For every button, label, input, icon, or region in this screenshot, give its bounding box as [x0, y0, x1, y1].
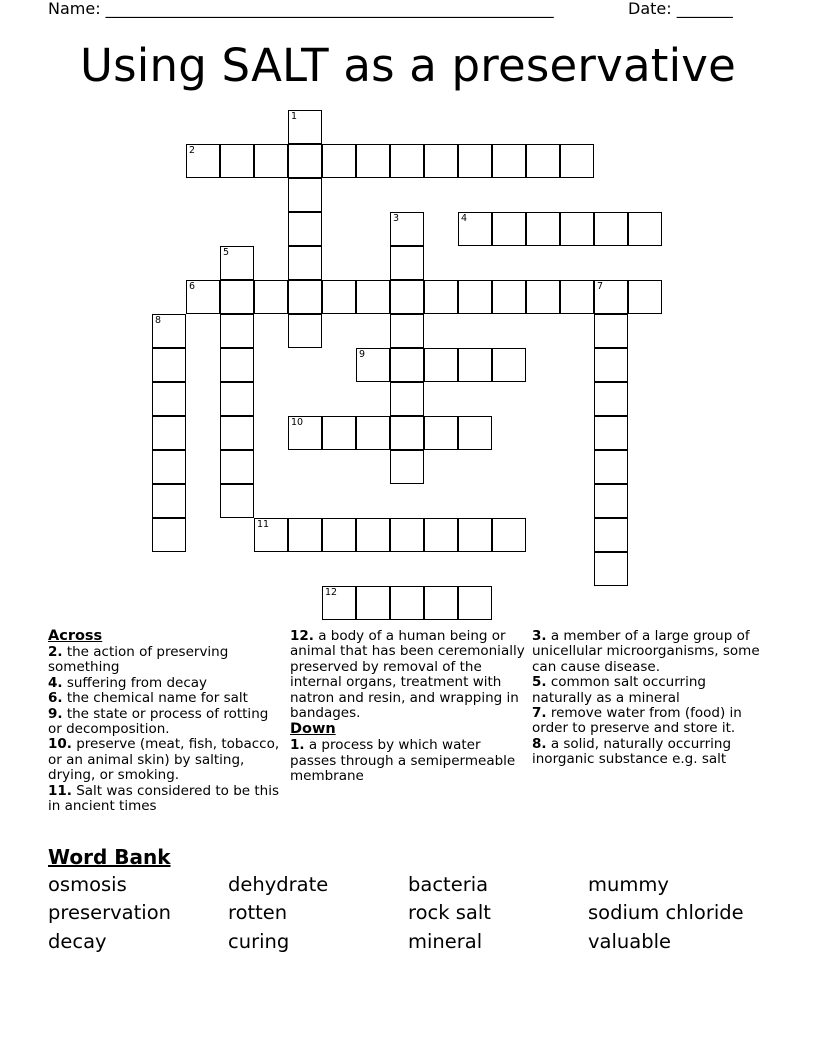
word-bank-word: valuable	[588, 930, 672, 953]
crossword-cell[interactable]	[322, 416, 356, 450]
crossword-cell[interactable]	[594, 416, 628, 450]
crossword-cell[interactable]	[390, 212, 424, 246]
crossword-cell[interactable]	[220, 144, 254, 178]
clues-column-3	[532, 628, 768, 768]
clue-number: 9	[359, 349, 366, 360]
crossword-cell[interactable]	[492, 280, 526, 314]
crossword-cell[interactable]	[220, 450, 254, 484]
crossword-cell[interactable]	[594, 280, 628, 314]
clue-across-6: 6. the chemical name for salt	[48, 690, 248, 707]
crossword-cell[interactable]	[594, 348, 628, 382]
crossword-cell[interactable]	[458, 212, 492, 246]
crossword-cell[interactable]	[356, 144, 390, 178]
crossword-cell[interactable]	[322, 518, 356, 552]
crossword-cell[interactable]	[526, 212, 560, 246]
crossword-cell[interactable]	[458, 348, 492, 382]
crossword-cell[interactable]	[458, 518, 492, 552]
crossword-cell[interactable]	[594, 484, 628, 518]
crossword-cell[interactable]	[254, 144, 288, 178]
crossword-cell[interactable]	[390, 348, 424, 382]
clue-down-5: 5. common salt occurring naturally as a mineral	[532, 674, 706, 706]
crossword-cell[interactable]	[220, 382, 254, 416]
clue-number: 1	[291, 111, 298, 122]
clue-number: 7	[597, 281, 604, 292]
down-heading: Down	[290, 721, 336, 738]
crossword-cell[interactable]	[628, 280, 662, 314]
word-bank-word: preservation	[48, 901, 171, 924]
word-bank-word: decay	[48, 930, 107, 953]
word-bank-word: rock salt	[408, 901, 491, 924]
crossword-cell[interactable]	[220, 314, 254, 348]
clue-number: 12	[325, 587, 338, 598]
crossword-cell[interactable]	[594, 382, 628, 416]
crossword-cell[interactable]	[390, 144, 424, 178]
clue-number: 8	[155, 315, 162, 326]
crossword-cell[interactable]	[492, 348, 526, 382]
crossword-cell[interactable]	[492, 144, 526, 178]
crossword-cell[interactable]	[288, 212, 322, 246]
crossword-cell[interactable]	[390, 280, 424, 314]
crossword-cell[interactable]	[390, 382, 424, 416]
word-bank-word: sodium chloride	[588, 901, 744, 924]
crossword-cell[interactable]	[152, 348, 186, 382]
crossword-cell[interactable]	[424, 144, 458, 178]
crossword-cell[interactable]	[254, 280, 288, 314]
clue-across-9: 9. the state or process of rotting or decomposition.	[48, 705, 269, 738]
across-heading: Across	[48, 628, 103, 644]
crossword-cell[interactable]	[152, 314, 186, 348]
crossword-cell[interactable]	[288, 416, 322, 450]
clue-number: 4	[461, 213, 468, 224]
clue-number: 6	[189, 281, 196, 292]
crossword-cell[interactable]	[186, 280, 220, 314]
crossword-cell[interactable]	[288, 246, 322, 280]
crossword-cell[interactable]	[220, 348, 254, 382]
crossword-cell[interactable]	[322, 586, 356, 620]
clue-number: 3	[393, 213, 400, 224]
word-bank-word: osmosis	[48, 873, 127, 896]
crossword-cell[interactable]	[526, 280, 560, 314]
clue-across-2: 2. the action of preserving something	[48, 644, 229, 676]
crossword-cell[interactable]	[356, 518, 390, 552]
crossword-cell[interactable]	[186, 144, 220, 178]
crossword-cell[interactable]	[594, 212, 628, 246]
clues-column-2	[290, 628, 526, 785]
crossword-cell[interactable]	[254, 518, 288, 552]
word-bank-word: bacteria	[408, 873, 489, 896]
crossword-cell[interactable]	[594, 518, 628, 552]
clue-across-11: 11. Salt was considered to be this in ancient times	[48, 782, 279, 815]
crossword-cell[interactable]	[152, 484, 186, 518]
word-bank-word: mummy	[588, 873, 669, 896]
word-bank-word: dehydrate	[228, 873, 329, 896]
clue-across-10: 10. preserve (meat, fish, tobacco, or an animal skin) by salting, drying, or smoking.	[48, 736, 280, 784]
clues-column-1	[48, 628, 282, 814]
page-title: Using SALT as a preservative	[80, 39, 736, 92]
crossword-cell[interactable]	[424, 348, 458, 382]
clue-down-3: 3. a member of a large group of unicellular microorganisms, some can cause disease.	[532, 628, 760, 675]
crossword-cell[interactable]	[594, 552, 628, 586]
name-field-label: Name: ________________________________________________________	[48, 0, 554, 18]
crossword-cell[interactable]	[390, 586, 424, 620]
crossword-cell[interactable]	[152, 382, 186, 416]
crossword-cell[interactable]	[288, 518, 322, 552]
crossword-cell[interactable]	[390, 416, 424, 450]
clue-across-4: 4. suffering from decay	[48, 674, 208, 691]
clue-number: 5	[223, 247, 230, 258]
crossword-cell[interactable]	[424, 518, 458, 552]
crossword-cell[interactable]	[356, 416, 390, 450]
crossword-cell[interactable]	[560, 212, 594, 246]
clue-down-1: 1. a process by which water passes through a semipermeable membrane	[290, 737, 516, 785]
crossword-cell[interactable]	[390, 246, 424, 280]
clue-number: 2	[189, 145, 196, 156]
clue-down-7: 7. remove water from (food) in order to preserve and store it.	[532, 705, 742, 737]
crossword-cell[interactable]	[390, 314, 424, 348]
crossword-cell[interactable]	[288, 314, 322, 348]
crossword-cell[interactable]	[356, 348, 390, 382]
crossword-cell[interactable]	[560, 280, 594, 314]
crossword-cell[interactable]	[424, 416, 458, 450]
crossword-cell[interactable]	[220, 484, 254, 518]
crossword-cell[interactable]	[492, 212, 526, 246]
crossword-cell[interactable]	[424, 586, 458, 620]
word-bank-word: mineral	[408, 930, 483, 953]
crossword-cell[interactable]	[288, 280, 322, 314]
crossword-cell[interactable]	[288, 110, 322, 144]
word-bank-word: rotten	[228, 901, 288, 924]
crossword-cell[interactable]	[152, 450, 186, 484]
crossword-cell[interactable]	[288, 144, 322, 178]
crossword-cell[interactable]	[526, 144, 560, 178]
crossword-cell[interactable]	[220, 280, 254, 314]
crossword-cell[interactable]	[594, 450, 628, 484]
crossword-cell[interactable]	[458, 586, 492, 620]
crossword-cell[interactable]	[220, 416, 254, 450]
crossword-cell[interactable]	[458, 416, 492, 450]
crossword-cell[interactable]	[424, 280, 458, 314]
crossword-cell[interactable]	[390, 450, 424, 484]
clue-number: 11	[257, 519, 270, 530]
word-bank-word: curing	[228, 930, 290, 953]
crossword-cell[interactable]	[322, 280, 356, 314]
crossword-cell[interactable]	[560, 144, 594, 178]
crossword-cell[interactable]	[152, 518, 186, 552]
clue-down-8: 8. a solid, naturally occurring inorganic substance e.g. salt	[532, 735, 732, 768]
crossword-cell[interactable]	[322, 144, 356, 178]
crossword-cell[interactable]	[220, 246, 254, 280]
crossword-cell[interactable]	[288, 178, 322, 212]
crossword-cell[interactable]	[152, 416, 186, 450]
crossword-cell[interactable]	[458, 280, 492, 314]
crossword-cell[interactable]	[356, 586, 390, 620]
word-bank-title: Word Bank	[48, 845, 171, 869]
crossword-cell[interactable]	[356, 280, 390, 314]
crossword-cell[interactable]	[492, 518, 526, 552]
crossword-cell[interactable]	[628, 212, 662, 246]
clue-across-12: 12. a body of a human being or animal that has been ceremonially preserved by removal of the internal organs, treatment with natron and resin, and wrapping in bandages.	[290, 628, 525, 722]
crossword-cell[interactable]	[390, 518, 424, 552]
clue-number: 10	[291, 417, 304, 428]
crossword-cell[interactable]	[594, 314, 628, 348]
date-field-label: Date: _______	[628, 0, 733, 18]
crossword-cell[interactable]	[458, 144, 492, 178]
